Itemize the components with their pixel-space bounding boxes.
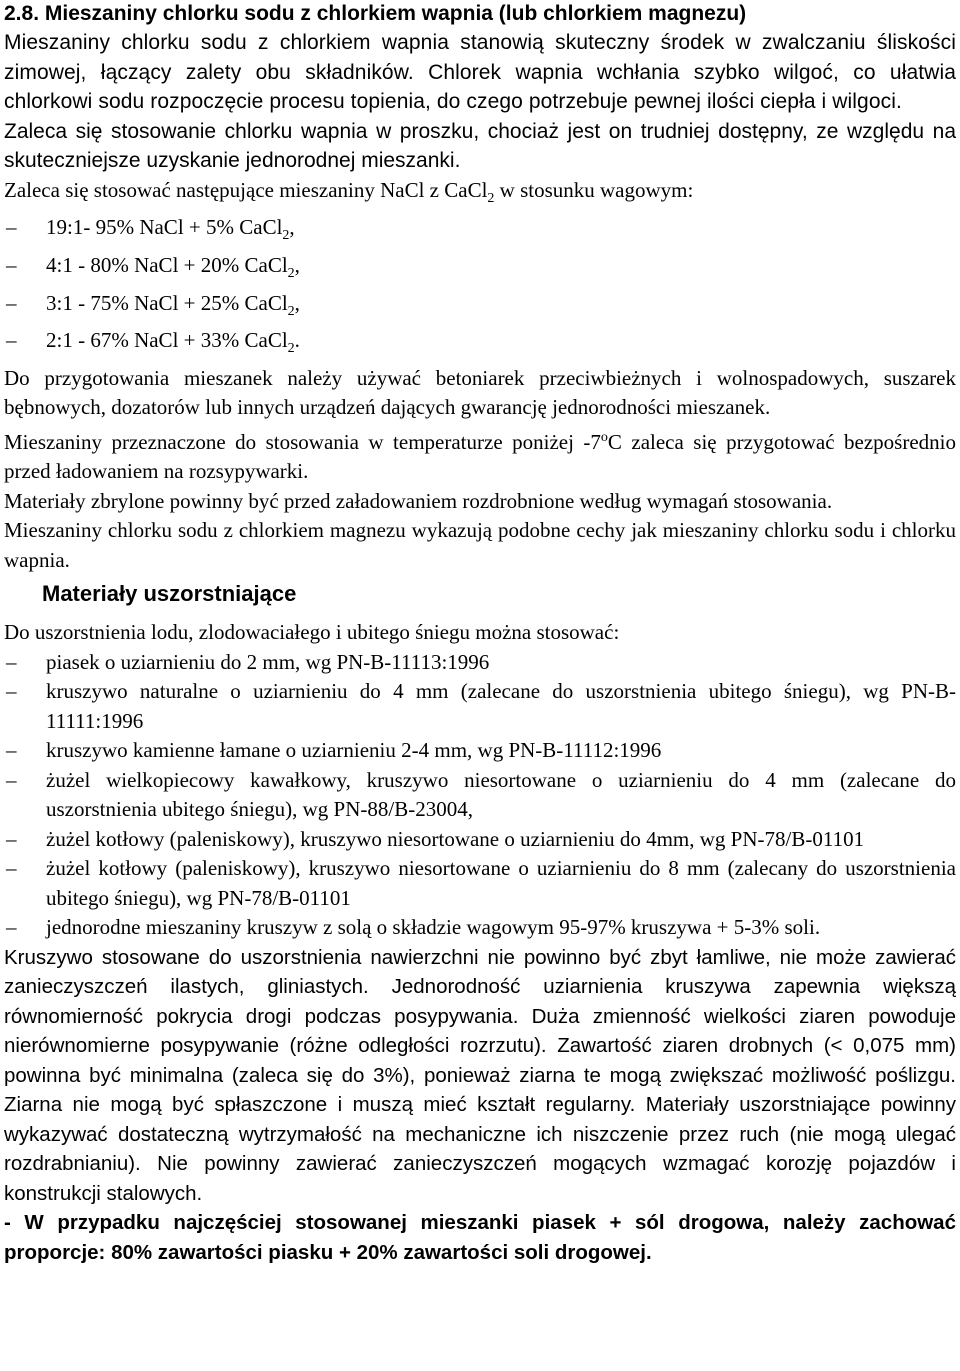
grit-material-list xyxy=(4,648,956,943)
paragraph-grit-intro: Do uszorstnienia lodu, zlodowaciałego i ubitego śniegu można stosować: xyxy=(4,620,620,645)
degree-superscript: o xyxy=(600,429,608,445)
list-item: – żużel kotłowy (paleniskowy), kruszywo niesortowane o uziarnieniu do 4mm, wg PN-78/B-01101 xyxy=(4,825,956,855)
list-item: – 3:1 - 75% NaCl + 25% CaCl$_2$, xyxy=(6,290,300,319)
dash-marker: – xyxy=(6,679,17,704)
paragraph-powder: Zaleca się stosowanie chlorku wapnia w proszku, chociaż jest on trudniej dostępny, ze względu na skuteczniejsze uzyskanie jednorodnej mieszanki. xyxy=(4,119,956,172)
dash-marker: – xyxy=(6,252,17,277)
dash-marker: – xyxy=(6,328,17,353)
mixes-intro-tail: w stosunku wagowym: xyxy=(494,177,694,202)
paragraph-equipment: Do przygotowania mieszanek należy używać betoniarek przeciwbieżnych i wolnospadowych, suszarek bębnowych, dozatorów lub innych urządzeń dających gwarancję jednorodności mieszanek. xyxy=(4,365,956,420)
dash-marker: – xyxy=(6,649,17,674)
dash-marker: – xyxy=(6,290,17,315)
list-item: – kruszywo naturalne o uziarnieniu do 4 mm (zalecane do uszorstnienia ubitego śniegu), wg PN-B-11111:1996 xyxy=(6,679,956,733)
dash-marker: – xyxy=(6,856,17,881)
dash-marker: – xyxy=(6,738,17,763)
dash-marker: – xyxy=(6,915,17,940)
dash-marker: – xyxy=(6,826,17,851)
paragraph-mixes-intro xyxy=(4,176,956,214)
mixes-intro-subscript: 2 xyxy=(487,190,495,206)
paragraph-temperature: Mieszaniny przeznaczone do stosowania w temperaturze poniżej -7$^o$C zaleca się przygotować bezpośrednio przed ładowaniem na rozsypywarki. xyxy=(4,429,956,484)
paragraph-intro: Mieszaniny chlorku sodu z chlorkiem wapnia stanowią skuteczny środek w zwalczaniu śliskości zimowej, łączący zalety obu składników. Chlorek wapnia wchłania szybko wilgoć, co ułatwia chlorkowi sodu rozpoczęcie procesu topienia, do czego potrzebuje pewnej ilości ciepła i wilgoci. xyxy=(4,31,956,113)
list-item: – jednorodne mieszaniny kruszyw z solą o składzie wagowym 95-97% kruszywa + 5-3% soli. xyxy=(4,913,956,943)
mix-ratio-list xyxy=(4,213,956,364)
list-item: – piasek o uziarnieniu do 2 mm, wg PN-B-11113:1996 xyxy=(4,648,956,678)
list-item: – żużel kotłowy (paleniskowy), kruszywo niesortowane o uziarnieniu do 8 mm (zalecany do uszorstnienia ubitego śniegu), wg PN-78/B-01101 xyxy=(6,856,956,910)
dash-marker: – xyxy=(6,767,17,792)
paragraph-grit-requirements: Kruszywo stosowane do uszorstnienia nawierzchni nie powinno być zbyt łamliwe, nie może zawierać zanieczyszczeń ilastych, gliniastych. Jednorodność uziarnienia kruszywa zapewnia większą równomierność pokrycia drogi podczas posypywania. Duża zmienność wielkości ziaren powoduje nierównomierne posypywanie (różne odległości rozrzutu). Zawartość ziaren drobnych (< 0,075 mm) powinna być minimalna (zaleca się do 3%), ponieważ ziarna te mogą zwiększać możliwość poślizgu. Ziarna nie mogą być spłaszczone i muszą mieć kształt regularny. Materiały uszorstniające powinny wykazywać dostateczną wytrzymałość na mechaniczne ich niszczenie przez ruch (nie mogą ulegać rozdrabnianiu). Nie powinny zawierać zanieczyszczeń mogących wzmagać korozję pojazdów i konstrukcji stalowych. xyxy=(4,945,956,1205)
list-item: – 19:1- 95% NaCl + 5% CaCl$_2$, xyxy=(6,215,295,244)
section-title: 2.8. Mieszaniny chlorku sodu z chlorkiem wapnia (lub chlorkiem magnezu) xyxy=(4,2,747,25)
paragraph-lumps: Materiały zbrylone powinny być przed załadowaniem rozdrobnione według wymagań stosowania. xyxy=(4,488,833,513)
mixes-intro-text: Zaleca się stosować następujące mieszaniny NaCl z CaCl xyxy=(4,177,488,202)
paragraph-magnesium: Mieszaniny chlorku sodu z chlorkiem magnezu wykazują podobne cechy jak mieszaniny chlorku sodu i chlorku wapnia. xyxy=(4,518,956,572)
list-item: – 4:1 - 80% NaCl + 20% CaCl$_2$, xyxy=(6,252,300,282)
paragraph-warning: - W przypadku najczęściej stosowanej mieszanki piasek + sól drogowa, należy zachować proporcje: 80% zawartości piasku + 20% zawartości soli drogowej. xyxy=(4,1211,956,1264)
list-item: – 2:1 - 67% NaCl + 33% CaCl$_2$. xyxy=(6,328,300,357)
list-item: – żużel wielkopiecowy kawałkowy, kruszywo niesortowane o uziarnieniu do 4 mm (zalecane do uszorstnienia ubitego śniegu), wg PN-88/B-23004, xyxy=(6,767,956,822)
dash-marker: – xyxy=(6,215,17,240)
list-item: – kruszywo kamienne łamane o uziarnieniu 2-4 mm, wg PN-B-11112:1996 xyxy=(4,736,956,766)
subsection-title: Materiały uszorstniające xyxy=(42,581,297,607)
